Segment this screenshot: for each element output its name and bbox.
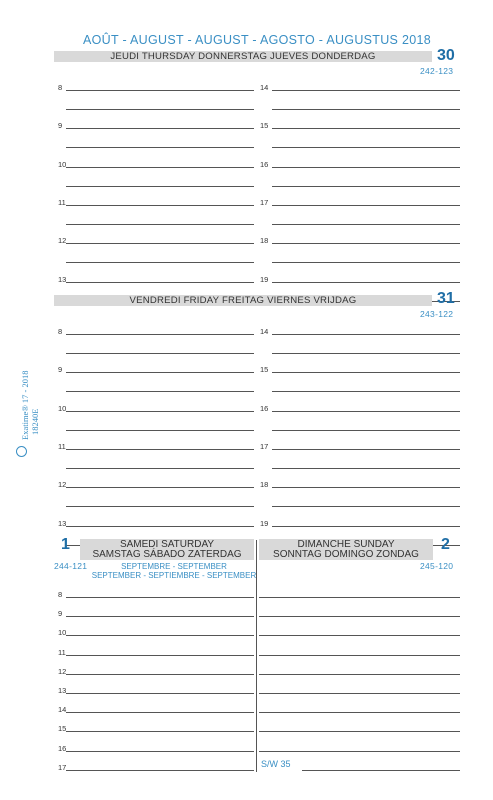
hour-label: 11 xyxy=(58,647,66,657)
hour-label: 13 xyxy=(58,518,67,528)
friday-number: 31 xyxy=(437,290,455,307)
sunday-number: 2 xyxy=(441,536,450,553)
writing-line[interactable] xyxy=(66,751,254,752)
hour-label: 17 xyxy=(260,441,269,451)
writing-line[interactable] xyxy=(259,674,460,675)
hour-label: 9 xyxy=(58,121,63,131)
holiday-line-2: SEPTEMBER - SEPTIEMBRE - SEPTEMBER xyxy=(91,571,257,580)
hour-label: 13 xyxy=(58,686,67,695)
hour-label: 18 xyxy=(260,480,269,490)
hour-label: 19 xyxy=(260,518,269,528)
writing-line[interactable] xyxy=(272,167,460,168)
writing-line[interactable] xyxy=(66,712,254,713)
writing-line[interactable] xyxy=(272,243,460,244)
writing-line[interactable] xyxy=(66,770,254,771)
writing-line[interactable] xyxy=(272,372,460,373)
writing-line[interactable] xyxy=(259,712,460,713)
hour-label: 17 xyxy=(260,197,269,207)
writing-line[interactable] xyxy=(66,262,254,263)
saturday-label-1: SAMEDI SATURDAY xyxy=(119,539,215,550)
saturday-info: 244-121 xyxy=(54,561,88,571)
writing-line[interactable] xyxy=(259,693,460,694)
writing-line[interactable] xyxy=(272,147,460,148)
friday-label: VENDREDI FRIDAY FREITAG VIERNES VRIJDAG xyxy=(129,295,357,306)
writing-line[interactable] xyxy=(259,751,460,752)
hour-label: 13 xyxy=(58,274,67,284)
writing-line[interactable] xyxy=(272,391,460,392)
writing-line[interactable] xyxy=(66,282,254,283)
hour-label: 16 xyxy=(260,403,269,413)
hour-label: 17 xyxy=(58,762,67,772)
hour-label: 16 xyxy=(58,743,67,753)
writing-line[interactable] xyxy=(66,635,254,636)
writing-line[interactable] xyxy=(66,616,254,617)
hour-label: 14 xyxy=(58,705,67,715)
writing-line[interactable] xyxy=(66,167,254,168)
writing-line[interactable] xyxy=(272,430,460,431)
writing-line[interactable] xyxy=(66,411,254,412)
writing-line[interactable] xyxy=(66,449,254,450)
hour-label: 8 xyxy=(58,590,63,599)
hour-label: 8 xyxy=(58,327,63,336)
writing-line[interactable] xyxy=(259,635,460,636)
writing-line[interactable] xyxy=(66,674,254,675)
hour-label: 11 xyxy=(58,197,66,207)
writing-line[interactable] xyxy=(66,468,254,469)
holiday-line-1: SEPTEMBRE - SEPTEMBER xyxy=(121,562,227,571)
hour-label: 15 xyxy=(58,724,67,734)
hour-label: 16 xyxy=(260,159,269,169)
hour-label: 9 xyxy=(58,365,63,375)
writing-line[interactable] xyxy=(272,449,460,450)
writing-line[interactable] xyxy=(259,731,460,732)
writing-line[interactable] xyxy=(272,90,460,91)
writing-line[interactable] xyxy=(272,128,460,129)
writing-line[interactable] xyxy=(259,655,460,656)
writing-line[interactable] xyxy=(66,243,254,244)
hour-label: 12 xyxy=(58,666,67,676)
hour-label: 15 xyxy=(260,365,269,375)
exacompta-logo-icon xyxy=(16,446,27,457)
writing-line[interactable] xyxy=(66,205,254,206)
writing-line[interactable] xyxy=(66,109,254,110)
writing-line[interactable] xyxy=(272,411,460,412)
writing-line[interactable] xyxy=(272,334,460,335)
writing-line[interactable] xyxy=(272,506,460,507)
sunday-label-1: DIMANCHE SUNDAY xyxy=(297,539,395,550)
hour-label: 10 xyxy=(58,403,67,413)
writing-line[interactable] xyxy=(66,391,254,392)
writing-line[interactable] xyxy=(66,147,254,148)
writing-line[interactable] xyxy=(66,597,254,598)
writing-line[interactable] xyxy=(66,430,254,431)
writing-line[interactable] xyxy=(272,205,460,206)
writing-line[interactable] xyxy=(66,224,254,225)
writing-line[interactable] xyxy=(66,731,254,732)
thursday-info: 242-123 xyxy=(420,66,454,76)
week-number: S/W 35 xyxy=(261,759,291,769)
month-title: AOÛT - AUGUST - AUGUST - AGOSTO - AUGUSTUS 2018 xyxy=(83,33,431,47)
sunday-info: 245-120 xyxy=(420,561,454,571)
side-line-1: Exatime® 17 - 2018 xyxy=(20,370,30,440)
writing-line[interactable] xyxy=(66,334,254,335)
writing-line[interactable] xyxy=(272,282,460,283)
side-line-2: 18240E xyxy=(30,408,40,435)
writing-line[interactable] xyxy=(272,353,460,354)
writing-line[interactable] xyxy=(272,224,460,225)
thursday-number: 30 xyxy=(437,47,455,64)
writing-line[interactable] xyxy=(66,655,254,656)
saturday-number: 1 xyxy=(61,536,70,553)
hour-label: 12 xyxy=(58,480,67,490)
writing-line[interactable] xyxy=(259,597,460,598)
hour-label: 8 xyxy=(58,83,63,92)
writing-line[interactable] xyxy=(272,526,460,527)
hour-label: 19 xyxy=(260,274,269,284)
writing-line[interactable] xyxy=(66,90,254,91)
hour-label: 14 xyxy=(260,83,269,92)
writing-line[interactable] xyxy=(259,616,460,617)
writing-line[interactable] xyxy=(66,372,254,373)
writing-line[interactable] xyxy=(272,468,460,469)
writing-line[interactable] xyxy=(66,487,254,488)
hour-label: 10 xyxy=(58,159,67,169)
thursday-label: JEUDI THURSDAY DONNERSTAG JUEVES DONDERDAG xyxy=(110,51,376,62)
writing-line[interactable] xyxy=(66,506,254,507)
hour-label: 18 xyxy=(260,236,269,246)
hour-label: 10 xyxy=(58,628,67,638)
sunday-label-2: SONNTAG DOMINGO ZONDAG xyxy=(273,549,419,560)
writing-line[interactable] xyxy=(272,262,460,263)
writing-line[interactable] xyxy=(66,186,254,187)
hour-label: 11 xyxy=(58,441,66,451)
writing-line[interactable] xyxy=(272,186,460,187)
writing-line[interactable] xyxy=(272,109,460,110)
writing-line[interactable] xyxy=(302,770,460,771)
writing-line[interactable] xyxy=(66,353,254,354)
hour-label: 12 xyxy=(58,236,67,246)
hour-label: 15 xyxy=(260,121,269,131)
publisher-mark xyxy=(12,360,52,470)
writing-line[interactable] xyxy=(66,526,254,527)
writing-line[interactable] xyxy=(66,128,254,129)
writing-line[interactable] xyxy=(66,693,254,694)
saturday-label-2: SAMSTAG SÁBADO ZATERDAG xyxy=(92,549,242,560)
weekend-divider xyxy=(256,540,257,772)
hour-label: 9 xyxy=(58,609,63,619)
writing-line[interactable] xyxy=(272,487,460,488)
friday-info: 243-122 xyxy=(420,309,454,319)
hour-label: 14 xyxy=(260,327,269,336)
